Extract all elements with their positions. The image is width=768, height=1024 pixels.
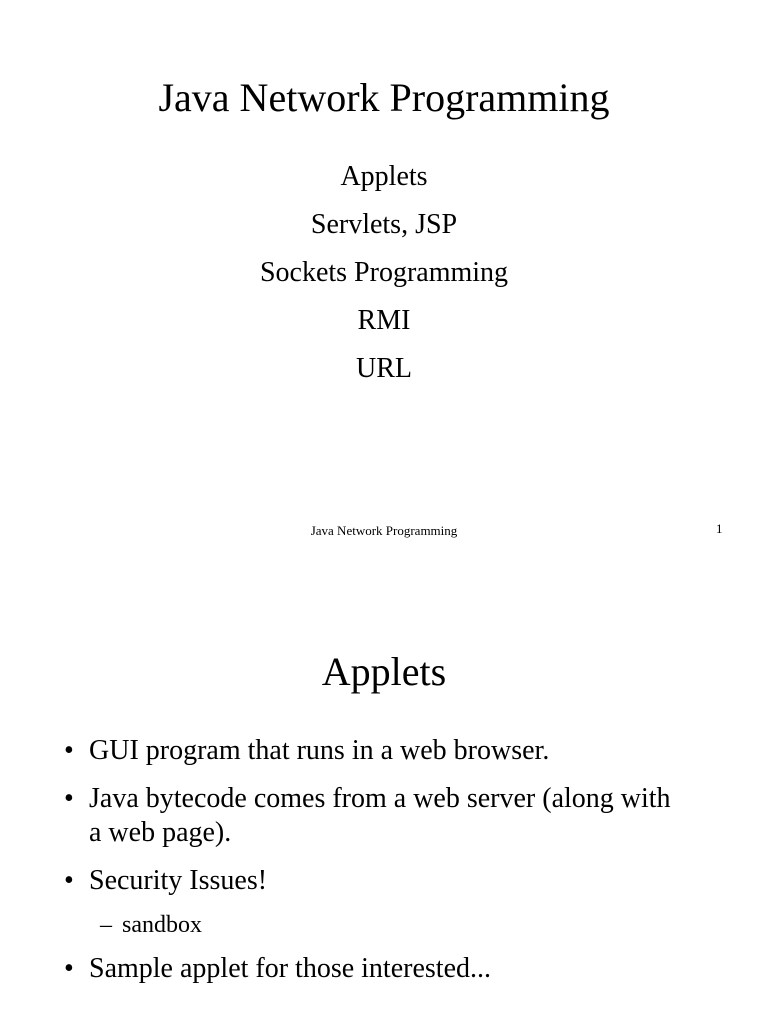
bullet-icon: •: [64, 735, 74, 766]
bullet-item: [0, 734, 689, 768]
bullet-icon: •: [64, 865, 74, 896]
topic-item: Sockets Programming: [259, 257, 509, 288]
bullet-item: [0, 952, 689, 986]
topic-list: [0, 155, 768, 395]
dash-icon: –: [100, 912, 112, 938]
bullet-icon: •: [64, 953, 74, 984]
bullet-list: [0, 730, 768, 986]
sub-bullet-text: sandbox: [122, 912, 202, 938]
slide-footer: Java Network Programming: [310, 523, 458, 538]
page-number: 1: [716, 521, 723, 536]
slide-title: Applets: [321, 649, 447, 694]
bullet-item: [0, 782, 689, 850]
bullet-text: Java bytecode comes from a web server (along with a web page).: [89, 783, 671, 848]
bullet-text: Security Issues!: [89, 865, 268, 896]
sub-bullet-item: [0, 910, 768, 940]
slide-title: Java Network Programming: [158, 75, 610, 120]
bullet-item: [0, 864, 689, 898]
topic-item: URL: [356, 353, 412, 384]
topic-item: Servlets, JSP: [310, 209, 458, 240]
topic-item: Applets: [340, 161, 428, 192]
bullet-text: Sample applet for those interested...: [89, 953, 491, 984]
bullet-text: GUI program that runs in a web browser.: [89, 735, 550, 766]
bullet-icon: •: [64, 783, 74, 814]
topic-item: RMI: [357, 305, 411, 336]
